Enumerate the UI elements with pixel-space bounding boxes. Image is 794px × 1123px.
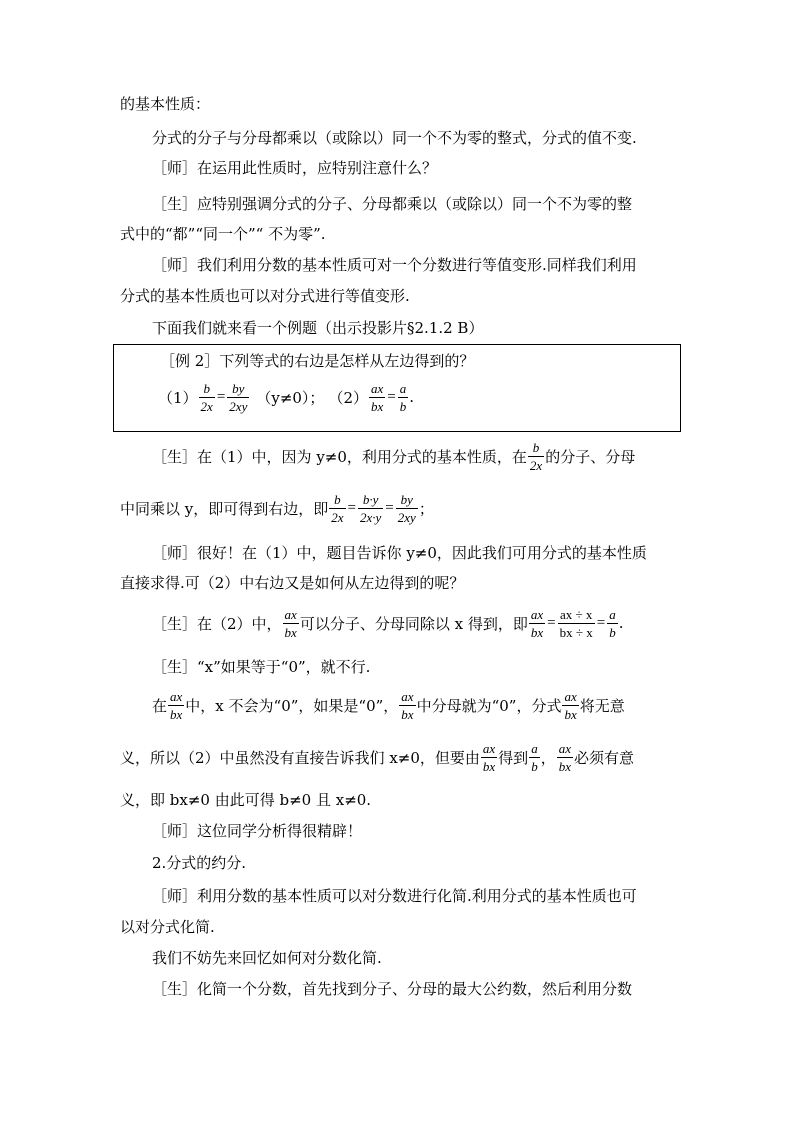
line-text: 分式的分子与分母都乘以（或除以）同一个不为零的整式，分式的值不变. [152,128,637,147]
text-line [152,150,437,184]
fraction: $\frac{ax}{bx}$ [482,740,496,774]
line-text: ［生］应特别强调分式的分子、分母都乘以（或除以）同一个不为零的整 [152,194,633,213]
fraction: $\frac{b}{2x}$ [331,491,344,525]
text-line: ［生］在（2）中， $\frac{ax}{bx}$ 可以分子、分母同除以 x 得到，即 $\frac{ax}{bx}$ = $\frac{ax \div x}{bx \div x}$ = $\frac{a}{b}$ . [152,606,624,640]
text-line: 义，所以（2）中虽然没有直接告诉我们 x≠0，但要由 $\frac{ax}{bx}$ 得到 $\frac{a}{b}$ ， $\frac{ax}{bx}$ 必须有意 [120,740,634,774]
text-line [120,86,210,120]
line-text: 分式的基本性质也可以对分式进行等值变形. [120,286,410,305]
fraction: $\frac{a}{b}$ [399,380,407,414]
text-line: ［生］“x”如果等于“0”，就不行. [152,657,371,676]
fraction: $\frac{ax}{bx}$ [284,606,297,640]
text-line: 义，即 bx≠0 由此可得 b≠0 且 x≠0. [120,790,372,809]
fraction: $\frac{ax}{bx}$ [401,688,414,722]
text-line: ［师］这位同学分析得很精辟！ [152,821,363,840]
text-line [152,310,483,344]
fraction: $\frac{ax}{bx}$ [170,688,183,722]
fraction: $\frac{a}{b}$ [531,740,538,774]
text-line [152,120,637,154]
text-line: 2.分式的约分. [152,853,247,872]
text-line [120,278,410,312]
text-line: 中同乘以 y，即可得到右边，即 $\frac{b}{2x}$ = $\frac{b\cdot y}{2x\cdot y}$ = $\frac{by}{2xy}$ ； [120,491,434,525]
fraction: $\frac{b\cdot y}{2x\cdot y}$ [360,491,382,525]
text-line [152,186,632,220]
text-line: 在 $\frac{ax}{bx}$ 中，x 不会为“0”，如果是“0”， $\frac{ax}{bx}$ 中分母就为“0”，分式 $\frac{ax}{bx}$ 将无意 [152,688,625,722]
text-line: 我们不妨先来回忆如何对分数化简. [152,948,382,967]
text-line: ［师］利用分数的基本性质可以对分数进行化简.利用分式的基本性质也可 [152,886,637,905]
fraction: $\frac{ax}{bx}$ [530,606,544,640]
line-text: 的基本性质： [120,94,211,113]
fraction: $\frac{ax}{bx}$ [370,380,384,414]
line-text: 式中的“都”“同一个”“ 不为零”. [120,224,326,243]
example-equations: （1） $\frac{b}{2x}$ = $\frac{by}{2xy}$ （y≠0）； （2） $\frac{ax}{bx}$ = $\frac{a}{b}$ . [158,380,415,414]
fraction: $\frac{a}{b}$ [609,606,616,640]
text-line: ［生］在（1）中，因为 y≠0，利用分式的基本性质，在 $\frac{b}{2x}$ 的分子、分母 [152,439,636,473]
text-line: ［师］很好！在（1）中，题目告诉你 y≠0，因此我们可用分式的基本性质 [152,543,647,562]
text-line [120,216,326,250]
text-line: 以对分式化简. [120,917,215,936]
line-text: ［师］在运用此性质时，应特别注意什么？ [152,158,438,177]
example-title: ［例 2］下列等式的右边是怎样从左边得到的？ [160,351,475,370]
text-line: ［生］化简一个分数，首先找到分子、分母的最大公约数，然后利用分数 [152,979,633,998]
text-line: 直接求得.可（2）中右边又是如何从左边得到的呢？ [120,573,465,592]
fraction: $\frac{by}{2xy}$ [229,380,248,414]
fraction: $\frac{by}{2xy}$ [397,491,416,525]
line-text: 下面我们就来看一个例题（出示投影片§2.1.2 B） [152,318,484,337]
fraction: $\frac{ax}{bx}$ [564,688,577,722]
line-text: ［师］我们利用分数的基本性质可对一个分数进行等值变形.同样我们利用 [152,255,637,274]
fraction: $\frac{b}{2x}$ [200,380,213,414]
fraction: $\frac{ax}{bx}$ [558,740,571,774]
fraction: $\frac{b}{2x}$ [529,439,543,473]
fraction: $\frac{ax \div x}{bx \div x}$ [559,606,593,640]
text-line [152,247,637,281]
